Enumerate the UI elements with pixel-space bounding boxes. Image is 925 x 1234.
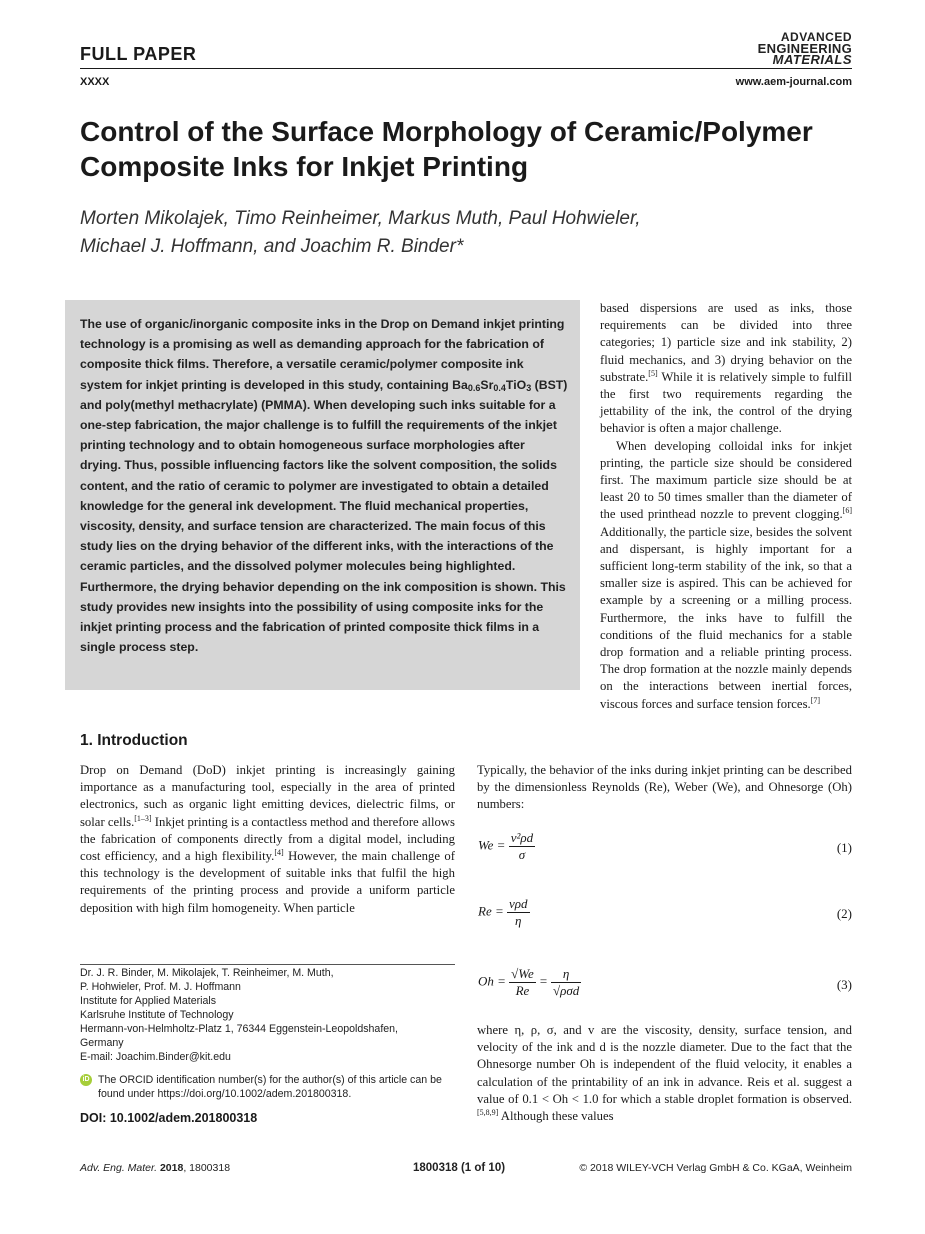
article-code: XXXX: [80, 76, 110, 88]
citation[interactable]: [4]: [274, 848, 284, 858]
logo-line-3: MATERIALS: [772, 52, 852, 67]
abstract-part: Sr: [480, 377, 494, 392]
abstract-sub: 3: [526, 382, 532, 393]
citation[interactable]: [6]: [842, 506, 852, 516]
paragraph: When developing colloidal inks for inkjet printing, the particle size should be considered first. The maximum particle size should be at least 20 to 50 times smaller than the diameter of the used printhead nozzle to prevent clogging.[6] Additionally, the particle size, besides the solvent and dispersant, is highly important for a sufficient long-term stability of the ink, so that a smaller size is aspired. This can be achieved for example by a screening or a milling process. Furthermore, the inks have to fulfill the conditions of the fluid mechanics for a stable drop formation and a reliable printing process. The drop formation at the nozzle mainly depends on the interactions between inertial forces, viscous forces and surface tension forces.[7]: [600, 438, 852, 711]
author-list: [80, 205, 780, 261]
journal-url[interactable]: www.aem-journal.com: [735, 76, 852, 88]
citation[interactable]: [5]: [648, 368, 658, 378]
paragraph: Typically, the behavior of the inks during inkjet printing can be described by the dimensionless Reynolds (Re), Weber (We), and Ohnesorge (Oh) numbers:: [477, 763, 852, 812]
footnote-line: Germany: [80, 1037, 124, 1049]
footnote-line: Karlsruhe Institute of Technology: [80, 1009, 234, 1021]
section-heading-introduction: 1. Introduction: [80, 732, 188, 749]
right-column-bottom: [477, 1022, 852, 1125]
page-title: Control of the Surface Morphology of Ceramic/Polymer Composite Inks for Inkjet Printing: [80, 116, 813, 182]
citation[interactable]: [1–3]: [134, 813, 152, 823]
right-column-mid: [477, 762, 852, 814]
orcid-icon: iD: [80, 1074, 92, 1086]
fraction: $\frac{\text{v²ρd}}{\sigma}$: [510, 830, 534, 862]
right-column-top: [600, 300, 852, 713]
abstract-part: TiO: [505, 377, 527, 392]
footer-citation: [80, 1162, 230, 1174]
equation-number-1: (1): [836, 840, 852, 855]
eq-lhs: Re =: [478, 903, 504, 919]
orcid-text[interactable]: The ORCID identification number(s) for the author(s) of this article can be found under https://doi.org/10.1002/adem.201800318.: [98, 1074, 442, 1100]
paragraph: based dispersions are used as inks, those requirements can be divided into three categories; 1) particle size and ink stability, 2) fluid mechanics, and 3) drying behavior on the substrate.[5] While it is relatively simple to fulfill the first two requirements regarding the jettability of the ink, the control of the drying behavior is often a major challenge.: [600, 301, 852, 436]
footnote-line: Hermann-von-Helmholtz-Platz 1, 76344 Eggenstein-Leopoldshafen,: [80, 1023, 398, 1035]
introduction-text: [80, 762, 455, 917]
footnote-rule: [80, 964, 455, 965]
header-rule: [80, 68, 852, 69]
author-line-2: Michael J. Hoffmann, and Joachim R. Binder*: [80, 236, 464, 257]
fraction: $\frac{\eta}{\text{√ρσd}}$: [553, 966, 580, 998]
eq-equals: =: [538, 973, 548, 989]
paragraph: where η, ρ, σ, and v are the viscosity, density, surface tension, and velocity of the ink and d is the nozzle diameter. Due to the fact that the Ohnesorge number Oh is independent of the fluid velocity, it enables a calculation of the printability of an ink in advance. Reis et al. suggest a value of 0.1 < Oh < 1.0 for which a stable droplet formation is observed.[5,8,9] Although these values: [477, 1023, 852, 1124]
copyright: © 2018 WILEY-VCH Verlag GmbH & Co. KGaA, Weinheim: [579, 1162, 852, 1174]
logo-line-2: ENGINEERING: [757, 41, 852, 56]
fraction: $\frac{√We}{Re}$: [511, 966, 534, 998]
paragraph: Drop on Demand (DoD) inkjet printing is increasingly gaining importance as a manufacturing tool, especially in the area of printed electronics, such as organic light emitting devices, dielectric films, or solar cells.[1–3] Inkjet printing is a contactless method and therefore allows the fabrication of components directly from a digital model, including cost efficiency, and a high flexibility.[4] However, the main challenge of this technology is the development of suitable inks that fulfil the high requirements of the printing process and provide a uniform particle deposition with high film homogeneity. When particle: [80, 763, 455, 915]
citation[interactable]: [5,8,9]: [477, 1108, 499, 1118]
footer-journal: Adv. Eng. Mater.: [80, 1162, 158, 1174]
orcid-note: [80, 1073, 460, 1101]
email-link[interactable]: E-mail: Joachim.Binder@kit.edu: [80, 1051, 231, 1063]
equation-number-2: (2): [836, 906, 852, 921]
section-label: FULL PAPER: [80, 44, 197, 64]
logo-line-1: ADVANCED: [780, 30, 852, 44]
equation-number-3: (3): [836, 977, 852, 992]
abstract-box: [65, 300, 580, 690]
eq-lhs: We =: [478, 837, 506, 853]
doi-link[interactable]: DOI: 10.1002/adem.201800318: [80, 1111, 258, 1125]
author-line-1: Morten Mikolajek, Timo Reinheimer, Markus Muth, Paul Hohwieler,: [80, 208, 641, 229]
author-affiliation: [80, 966, 460, 1064]
eq-lhs: Oh =: [478, 973, 506, 989]
equation-2: [478, 896, 530, 929]
page-number: 1800318 (1 of 10): [413, 1162, 506, 1174]
footnote-line: Institute for Applied Materials: [80, 995, 217, 1007]
footnote-line: P. Hohwieler, Prof. M. J. Hoffmann: [80, 981, 241, 993]
fraction: $\frac{\text{vρd}}{\eta}$: [508, 896, 528, 928]
equation-3: [478, 966, 581, 999]
footer-id: , 1800318: [183, 1162, 231, 1174]
journal-logo: [758, 32, 852, 65]
footnote-line: Dr. J. R. Binder, M. Mikolajek, T. Reinheimer, M. Muth,: [80, 967, 334, 979]
footer-year: 2018: [159, 1162, 184, 1174]
equation-1: [478, 830, 535, 863]
abstract-part: (BST) and poly(methyl methacrylate) (PMMA). When developing such inks suitable for a one-step fabrication, the major challenge is to fulfill the requirements of the inkjet printing technology and to obtain homogeneous surface morphologies after drying. Thus, possible influencing factors like the solvent composition, the solids content, and the ratio of ceramic to polymer are investigated to obtain a detailed knowledge for the general ink development. The fluid mechanical properties, viscosity, density, and surface tension are characterized. The main focus of this study lies on the drying behavior of the different inks, with the interactions of the ceramic particles, and the dissolved polymer molecules being highlighted. Furthermore, the drying behavior depending on the ink composition is shown. This study provides new insights into the possibility of using composite inks for the inkjet printing process and the fabrication of printed composite thick films in a single process step.: [80, 377, 568, 655]
citation[interactable]: [7]: [810, 695, 821, 705]
abstract-text: [80, 314, 568, 657]
abstract-sub: 0.4: [493, 382, 506, 393]
abstract-part: The use of organic/inorganic composite inks in the Drop on Demand inkjet printing technology is a promising as well as demanding approach for the fabrication of composite thick films. Therefore, a versatile ceramic/polymer composite ink system for inkjet printing is developed in this study, containing Ba: [80, 317, 565, 392]
abstract-sub: 0.6: [467, 382, 481, 393]
